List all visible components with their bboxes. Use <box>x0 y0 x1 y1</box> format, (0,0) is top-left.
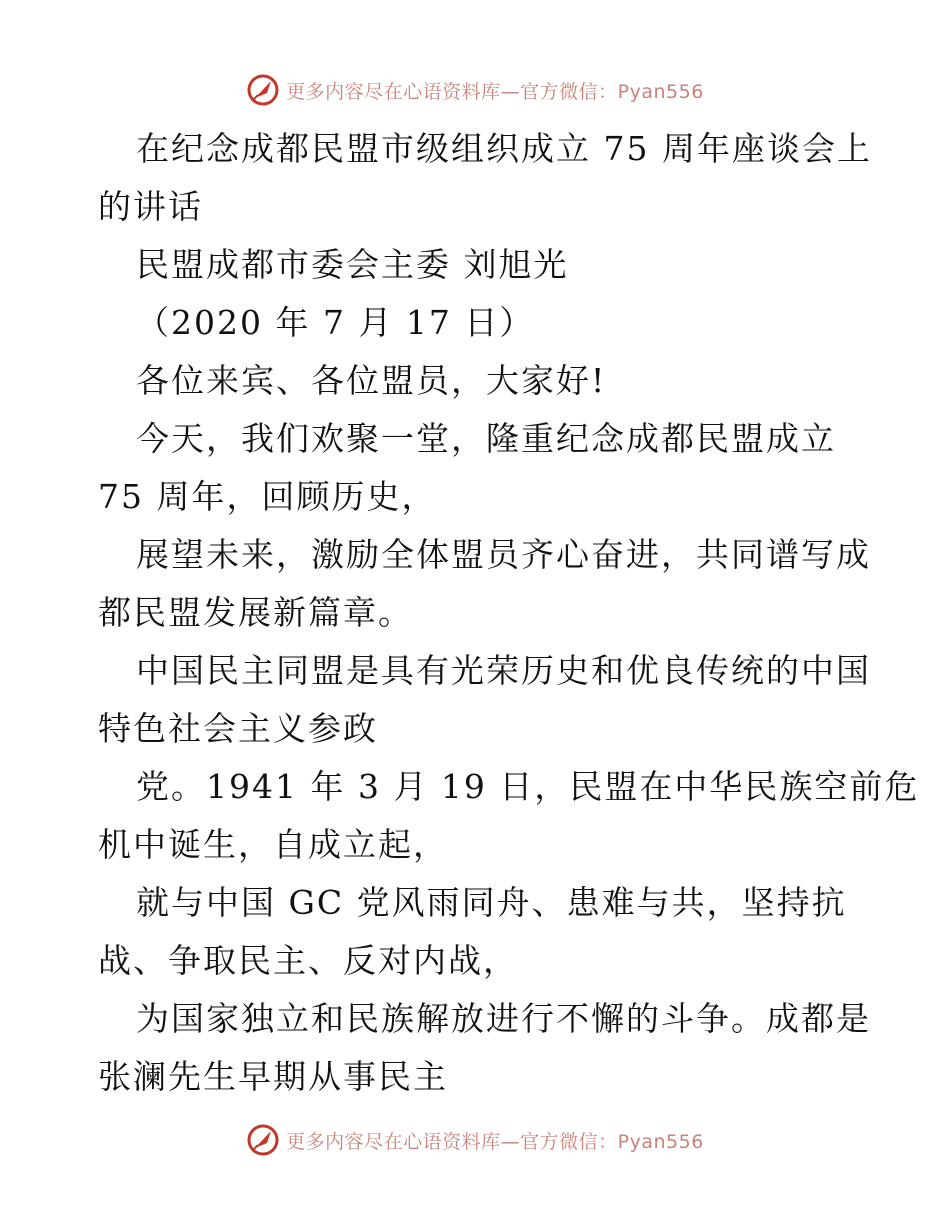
text-line: 在纪念成都民盟市级组织成立 75 周年座谈会上 <box>136 129 872 168</box>
watermark-text: 更多内容尽在心语资料库—官方微信：Pyan556 <box>286 80 704 103</box>
footer-watermark <box>0 1120 950 1160</box>
document-body <box>98 120 920 1106</box>
text-line: 各位来宾、各位盟员，大家好! <box>136 361 607 400</box>
text-line: 展望未来，激励全体盟员齐心奋进，共同谱写成 <box>136 535 871 574</box>
text-line: 中国民主同盟是具有光荣历史和优良传统的中国 <box>136 651 871 690</box>
watermark-text: 更多内容尽在心语资料库—官方微信：Pyan556 <box>286 1130 704 1153</box>
text-line: （2020 年 7 月 17 日） <box>136 303 535 342</box>
text-line: 机中诞生，自成立起， <box>98 825 448 864</box>
text-line: 党。1941 年 3 月 19 日，民盟在中华民族空前危 <box>136 767 920 806</box>
text-line: 民盟成都市委会主委 刘旭光 <box>136 245 569 284</box>
header-watermark <box>0 70 950 110</box>
text-line: 75 周年，回顾历史， <box>98 477 437 516</box>
text-line: 都民盟发展新篇章。 <box>98 593 413 632</box>
text-line: 为国家独立和民族解放进行不懈的斗争。成都是 <box>136 999 871 1038</box>
text-line: 今天，我们欢聚一堂，隆重纪念成都民盟成立 <box>136 419 836 458</box>
text-line: 的讲话 <box>98 187 203 226</box>
text-line: 就与中国 GC 党风雨同舟、患难与共，坚持抗 <box>136 883 847 922</box>
text-line: 战、争取民主、反对内战， <box>98 941 518 980</box>
text-line: 张澜先生早期从事民主 <box>98 1057 448 1096</box>
quill-logo-icon <box>246 1123 280 1157</box>
quill-logo-icon <box>246 73 280 107</box>
text-line: 特色社会主义参政 <box>98 709 378 748</box>
